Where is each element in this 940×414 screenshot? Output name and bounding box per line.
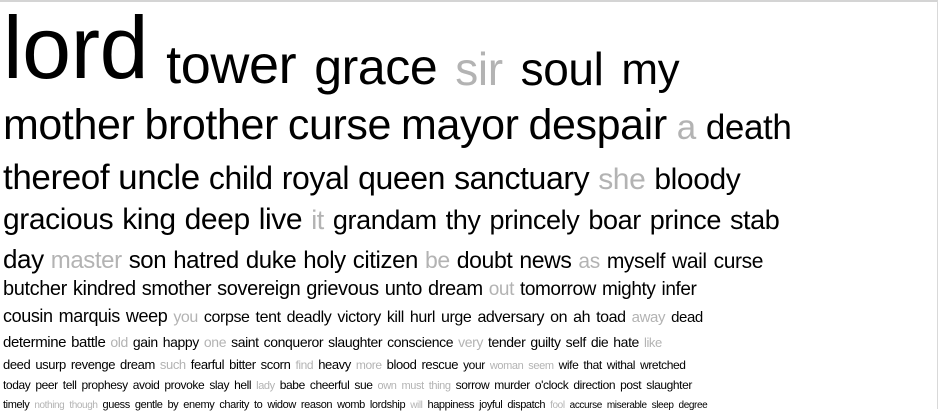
cloud-word: away (631, 309, 666, 326)
cloud-word: grace (314, 39, 438, 95)
cloud-word: sorrow (455, 378, 490, 392)
cloud-word: tender (488, 334, 526, 350)
cloud-word: must (401, 380, 424, 392)
cloud-word: mighty (601, 279, 656, 300)
cloud-word: determine (3, 334, 67, 351)
cloud-word: fearful (190, 357, 225, 372)
cloud-word: lady (256, 380, 275, 392)
cloud-word: avoid (132, 378, 160, 392)
cloud-word: usurp (35, 357, 66, 372)
cloud-word: it (311, 205, 324, 235)
cloud-word: guilty (530, 334, 561, 350)
cloud-word: son (128, 247, 167, 274)
cloud-word: uncle (118, 158, 200, 197)
cloud-word: ah (573, 309, 591, 326)
cloud-word: victory (337, 309, 381, 326)
cloud-word: sleep (651, 400, 674, 411)
cloud-word: boar (588, 205, 641, 235)
cloud-word: hate (613, 334, 639, 350)
cloud-word: on (550, 309, 568, 326)
cloud-word: she (598, 163, 646, 196)
cloud-word: king (122, 203, 176, 236)
cloud-word: unto (384, 278, 423, 300)
cloud-word: today (3, 378, 31, 392)
cloud-word: news (519, 247, 572, 273)
word-row (3, 205, 779, 245)
cloud-word: gentle (134, 399, 163, 411)
cloud-word: timely (3, 399, 30, 411)
word-row (3, 279, 696, 308)
cloud-word: child (208, 160, 273, 196)
cloud-word: kill (386, 309, 404, 326)
cloud-word: cousin (3, 306, 53, 326)
cloud-word: conscience (387, 334, 454, 350)
cloud-word: accurse (569, 400, 602, 411)
cloud-word: bloody (654, 163, 741, 196)
cloud-word: mayor (401, 101, 519, 149)
cloud-word: slaughter (328, 334, 383, 350)
cloud-word: urge (441, 309, 472, 326)
cloud-word: woman (489, 360, 524, 372)
cloud-word: deadly (286, 309, 332, 326)
cloud-word: prince (649, 205, 721, 235)
cloud-word: stab (729, 205, 780, 235)
cloud-word: soul (520, 43, 604, 95)
cloud-word: sue (354, 378, 373, 392)
cloud-word: by (167, 399, 179, 411)
cloud-word: slaughter (646, 378, 692, 392)
cloud-word: mother (3, 101, 135, 149)
cloud-word: dispatch (507, 399, 546, 411)
cloud-word: kindred (72, 278, 136, 300)
cloud-word: to (253, 399, 263, 411)
cloud-word: scorn (260, 357, 291, 372)
cloud-word: sanctuary (454, 160, 590, 196)
cloud-word: self (565, 334, 586, 350)
cloud-word: one (203, 334, 227, 350)
cloud-word: corpse (203, 309, 250, 326)
cloud-word: dream (120, 357, 155, 372)
word-row (3, 0, 680, 97)
cloud-word: heavy (318, 357, 351, 372)
cloud-word: tell (62, 378, 77, 392)
cloud-word: nothing (34, 400, 65, 411)
cloud-word: die (590, 334, 609, 350)
cloud-word: more (355, 358, 382, 372)
cloud-word: such (159, 357, 186, 372)
cloud-word: slay (209, 378, 230, 392)
cloud-word: be (424, 247, 450, 273)
cloud-word: reason (300, 399, 333, 411)
cloud-word: tomorrow (519, 279, 596, 300)
cloud-word: direction (573, 378, 616, 392)
word-row (3, 246, 763, 279)
cloud-word: battle (71, 334, 106, 351)
cloud-word: womb (337, 399, 365, 411)
cloud-word: widow (267, 399, 296, 411)
cloud-word: murder (494, 378, 530, 392)
cloud-word: peer (35, 378, 58, 392)
cloud-word: duke (245, 247, 297, 274)
cloud-word: out (488, 279, 514, 300)
cloud-word: adversary (477, 309, 545, 326)
cloud-word: despair (528, 101, 667, 149)
cloud-word: citizen (352, 247, 418, 274)
cloud-word: live (258, 203, 303, 236)
word-row (3, 395, 707, 414)
cloud-word: lordship (369, 399, 406, 411)
cloud-word: happiness (427, 399, 475, 411)
cloud-word: deed (3, 357, 31, 372)
cloud-word: master (50, 247, 122, 274)
cloud-word: happy (162, 334, 199, 350)
cloud-word: find (295, 358, 314, 372)
word-row (3, 334, 662, 355)
cloud-word: day (3, 244, 44, 274)
cloud-word: own (377, 380, 397, 392)
cloud-word: gracious (3, 203, 114, 236)
cloud-word: will (410, 400, 423, 411)
word-row (3, 356, 686, 375)
cloud-word: toad (596, 309, 626, 326)
cloud-word: marquis (58, 306, 120, 326)
cloud-word: enemy (183, 399, 215, 411)
cloud-word: thereof (3, 158, 110, 197)
cloud-word: my (621, 45, 680, 94)
cloud-word: seem (528, 360, 554, 372)
cloud-word: curse (713, 250, 764, 273)
cloud-word: withal (606, 358, 636, 372)
word-row (3, 160, 740, 200)
cloud-word: that (583, 358, 602, 372)
word-row (3, 307, 703, 330)
cloud-word: blood (386, 357, 417, 372)
cloud-word: prophesy (81, 378, 128, 392)
cloud-word: miserable (606, 400, 647, 411)
cloud-word: death (705, 108, 792, 147)
cloud-word: fool (550, 400, 565, 411)
cloud-word: dead (671, 309, 703, 326)
cloud-word: joyful (479, 399, 503, 411)
cloud-word: old (110, 334, 128, 350)
cloud-word: post (620, 378, 642, 392)
cloud-word: doubt (456, 247, 513, 273)
cloud-word: conqueror (263, 334, 324, 350)
cloud-word: gain (132, 334, 158, 350)
cloud-word: guess (102, 399, 130, 411)
cloud-word: dream (428, 278, 483, 300)
cloud-word: sovereign (217, 278, 301, 300)
cloud-word: babe (279, 378, 305, 392)
cloud-word: charity (219, 399, 249, 411)
cloud-word: wretched (640, 358, 686, 372)
cloud-word: revenge (70, 357, 116, 372)
cloud-word: queen (358, 160, 446, 196)
cloud-word: though (69, 400, 98, 411)
cloud-word: a (676, 108, 696, 147)
cloud-word: royal (281, 160, 350, 196)
cloud-word: butcher (3, 278, 67, 300)
cloud-word: cheerful (309, 378, 350, 392)
cloud-word: bitter (229, 357, 256, 372)
cloud-word: saint (231, 334, 259, 350)
cloud-word: thy (445, 205, 481, 235)
cloud-word: princely (489, 205, 580, 235)
cloud-word: grandam (332, 205, 437, 235)
cloud-word: hatred (173, 247, 239, 274)
cloud-word: o'clock (534, 378, 569, 392)
cloud-word: infer (661, 279, 697, 300)
cloud-word: very (458, 334, 484, 350)
cloud-word: you (173, 309, 198, 326)
cloud-word: as (578, 250, 600, 273)
cloud-word: holy (303, 247, 346, 274)
cloud-word: your (463, 358, 485, 372)
cloud-word: hell (234, 378, 252, 392)
cloud-word: wife (558, 358, 579, 372)
cloud-word: degree (678, 400, 708, 411)
word-row (3, 101, 792, 152)
cloud-word: grievous (306, 278, 379, 300)
cloud-word: smother (141, 278, 212, 300)
cloud-word: weep (125, 306, 168, 326)
cloud-word: rescue (421, 357, 459, 372)
cloud-word: thing (428, 380, 451, 392)
cloud-word: myself (606, 250, 666, 273)
cloud-word: wail (672, 250, 707, 273)
cloud-word: sir (455, 43, 503, 95)
cloud-word: deep (184, 203, 250, 236)
cloud-word: tower (166, 35, 297, 95)
cloud-word: like (643, 335, 662, 350)
cloud-word: curse (287, 101, 392, 149)
cloud-word: tent (255, 309, 281, 326)
cloud-word: provoke (164, 378, 205, 392)
cloud-word: lord (3, 0, 149, 97)
word-row (3, 376, 692, 395)
cloud-word: brother (144, 101, 278, 149)
cloud-word: hurl (409, 309, 435, 326)
